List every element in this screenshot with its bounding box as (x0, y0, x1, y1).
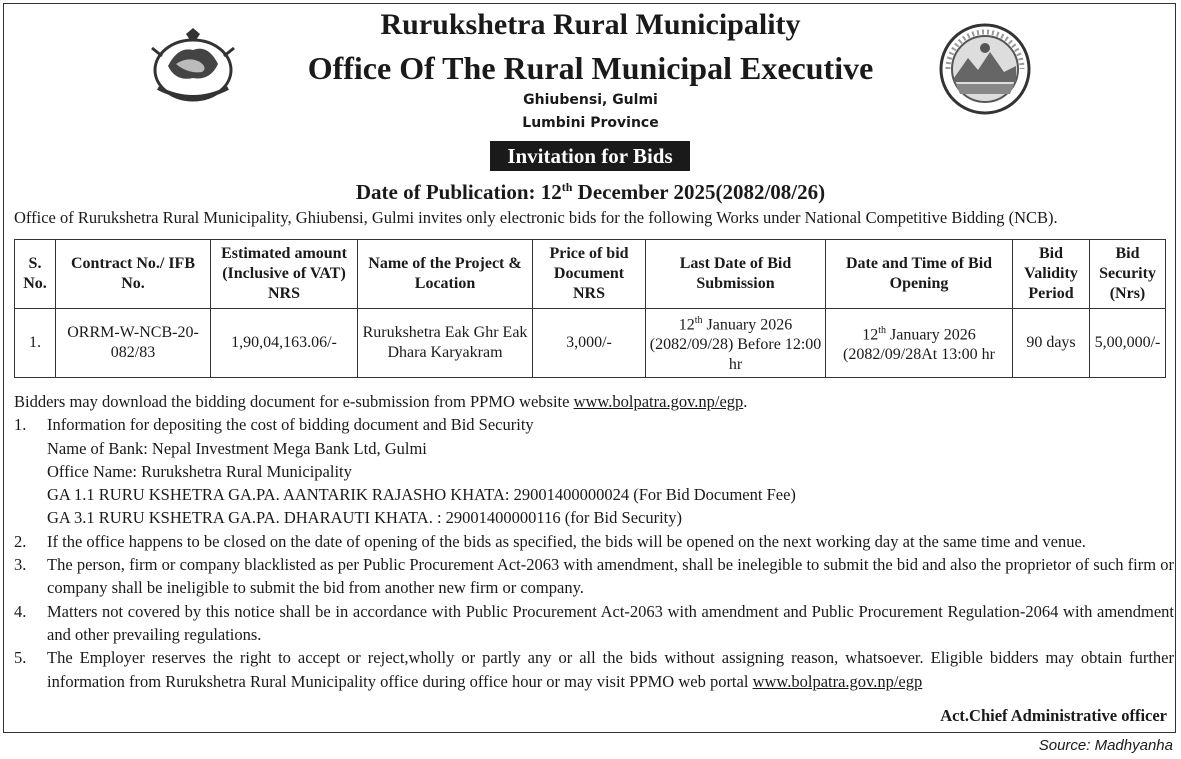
header-last-date: Last Date of Bid Submission (646, 240, 826, 309)
notice-heading: Invitation for Bids (490, 141, 690, 171)
cell-sn: 1. (15, 309, 56, 378)
header-validity: Bid Validity Period (1013, 240, 1090, 309)
cell-opening: 12th January 2026 (2082/09/28At 13:00 hr (826, 309, 1013, 378)
list-item: 1. Information for depositing the cost of bidding document and Bid Security (14, 415, 534, 435)
intro-paragraph: Office of Rurukshetra Rural Municipality, Ghiubensi, Gulmi invites only electronic bids for the following Works under National Competitive Bidding (NCB). (14, 208, 1058, 227)
header-price: Price of bid Document NRS (533, 240, 646, 309)
list-item: 2. If the office happens to be closed on the date of opening of the bids as specified, the bids will be opened on the next working day at the same time and venue. (14, 531, 1086, 551)
municipality-title: Rurukshetra Rural Municipality (380, 8, 801, 41)
header-sn: S. No. (15, 240, 56, 309)
signature: Act.Chief Administrative officer (940, 706, 1167, 725)
bids-table (14, 239, 1166, 378)
list-item: 3. The person, firm or company blacklisted as per Public Procurement Act-2063 with amendment, shall be inelegible to submit the bid and also the proprietor of such firm or company shall be ineligible to submit the bid from another new firm or company. (14, 555, 1174, 598)
notice-body (14, 390, 1174, 693)
office-title: Office Of The Rural Municipal Executive (307, 50, 874, 86)
header-amount: Estimated amount (Inclusive of VAT) NRS (211, 240, 358, 309)
list-item: 5. The Employer reserves the right to accept or reject,wholly or partly any or all the bids without assigning reason, whatsoever. Eligible bidders may obtain further information from Rurukshetra Rural Municipality office during office hour or may visit PPMO web portal www.bolpatra.gov.np/egp (14, 648, 1174, 691)
bank-name: Name of Bank: Nepal Investment Mega Bank Ltd, Gulmi (47, 438, 427, 458)
header-contract: Contract No./ IFB No. (56, 240, 211, 309)
ppmo-portal-link[interactable]: www.bolpatra.gov.np/egp (752, 671, 923, 691)
address-line-2: Lumbini Province (522, 115, 659, 131)
header-project: Name of the Project & Location (358, 240, 533, 309)
table-header-row (15, 240, 1166, 309)
account-ga31: GA 3.1 RURU KSHETRA GA.PA. DHARAUTI KHATA. : 29001400000116 (for Bid Security) (47, 508, 683, 528)
office-name: Office Name: Rurukshetra Rural Municipality (47, 461, 352, 481)
header-opening: Date and Time of Bid Opening (826, 240, 1013, 309)
publication-date: Date of Publication: 12th December 2025(2082/08/26) (355, 180, 826, 204)
cell-contract: ORRM-W-NCB-20-082/83 (56, 309, 211, 378)
header-security: Bid Security (Nrs) (1090, 240, 1166, 309)
source-credit: Source: Madhyanha (1038, 737, 1173, 754)
cell-validity: 90 days (1013, 309, 1090, 378)
list-item: 4. Matters not covered by this notice shall be in accordance with Public Procurement Act-2063 with amendment and Public Procurement Regulation-2064 with amendment and other prevailing regulations. (14, 601, 1174, 644)
account-ga11: GA 1.1 RURU KSHETRA GA.PA. AANTARIK RAJASHO KHATA: 29001400000024 (For Bid Document Fee) (47, 485, 796, 505)
cell-last-date: 12th January 2026 (2082/09/28) Before 12:00 hr (646, 309, 826, 378)
cell-price: 3,000/- (533, 309, 646, 378)
cell-security: 5,00,000/- (1090, 309, 1166, 378)
download-line: Bidders may download the bidding document for e-submission from PPMO website www.bolpatra.gov.np/egp. (14, 392, 748, 411)
ppmo-link[interactable]: www.bolpatra.gov.np/egp (573, 392, 744, 411)
cell-amount: 1,90,04,163.06/- (211, 309, 358, 378)
table-row (15, 309, 1166, 378)
address-line-1: Ghiubensi, Gulmi (523, 92, 658, 108)
cell-project: Rurukshetra Eak Ghr Eak Dhara Karyakram (358, 309, 533, 378)
